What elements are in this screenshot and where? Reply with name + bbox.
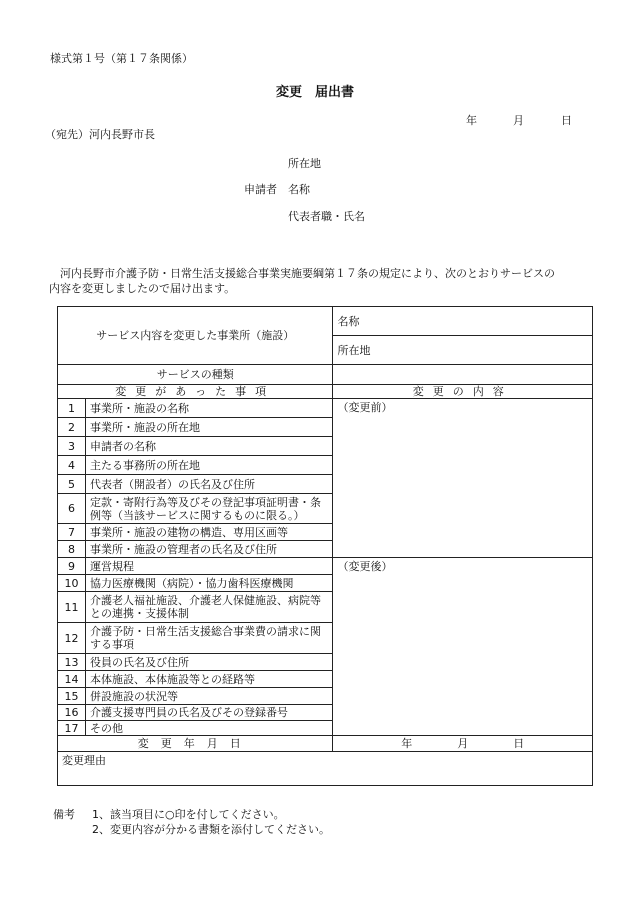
item-number: 2 — [58, 418, 86, 437]
service-type-label-cell — [58, 365, 333, 385]
change-before-label: （変更前） — [337, 401, 393, 414]
change-item-8[interactable]: 事業所・施設の管理者の氏名及び住所 — [85, 541, 333, 558]
item-number: 6 — [58, 494, 86, 524]
change-form-table — [57, 306, 593, 786]
remarks-label: 備考 — [53, 808, 75, 821]
change-item-5[interactable]: 代表者（開設者）の氏名及び住所 — [85, 475, 333, 494]
change-item-1[interactable]: 事業所・施設の名称 — [85, 399, 333, 418]
item-number: 4 — [58, 456, 86, 475]
item-number: 17 — [58, 721, 86, 736]
change-date-cell[interactable] — [333, 736, 593, 752]
facility-address-cell[interactable] — [333, 336, 593, 365]
item-number: 3 — [58, 437, 86, 456]
change-item-15[interactable]: 併設施設の状況等 — [85, 688, 333, 705]
change-item-13[interactable]: 役員の氏名及び住所 — [85, 654, 333, 671]
date-day: 日 — [561, 114, 572, 127]
change-item-12[interactable]: 介護予防・日常生活支援総合事業費の請求に関する事項 — [85, 623, 333, 654]
item-number: 11 — [58, 592, 86, 623]
change-content-header: 変更の内容 — [333, 385, 593, 399]
date-month: 月 — [513, 114, 524, 127]
item-number: 1 — [58, 399, 86, 418]
intro-text-line2: 内容を変更しましたので届け出ます。 — [49, 282, 236, 295]
facility-name-cell[interactable] — [333, 307, 593, 336]
changed-items-header: 変更があった事項 — [58, 385, 333, 399]
applicant-name-label: 名称 — [288, 183, 310, 196]
change-after-cell[interactable] — [333, 558, 593, 736]
item-number: 15 — [58, 688, 86, 705]
change-item-10[interactable]: 協力医療機関（病院）・協力歯科医療機関 — [85, 575, 333, 592]
change-date-year: 年 — [401, 737, 413, 750]
remarks-note-2: 2、変更内容が分かる書類を添付してください。 — [92, 823, 330, 836]
change-before-cell[interactable] — [333, 399, 593, 558]
change-item-3[interactable]: 申請者の名称 — [85, 437, 333, 456]
change-item-11[interactable]: 介護老人福祉施設、介護老人保健施設、病院等との連携・支援体制 — [85, 592, 333, 623]
addressee: （宛先）河内長野市長 — [45, 128, 155, 141]
item-number: 8 — [58, 541, 86, 558]
item-number: 12 — [58, 623, 86, 654]
change-date-month: 月 — [457, 737, 469, 750]
service-type-value-cell[interactable] — [333, 365, 593, 385]
intro-text-line1: 河内長野市介護予防・日常生活支援総合事業実施要綱第１７条の規定により、次のとおりサービスの — [60, 267, 555, 280]
change-date-day: 日 — [513, 737, 525, 750]
applicant-role-label: 申請者 — [244, 183, 277, 196]
item-number: 5 — [58, 475, 86, 494]
applicant-representative-label: 代表者職・氏名 — [288, 210, 365, 223]
change-after-label: （変更後） — [337, 560, 393, 573]
change-item-14[interactable]: 本体施設、本体施設等との経路等 — [85, 671, 333, 688]
change-item-9[interactable]: 運営規程 — [85, 558, 333, 575]
applicant-address-label: 所在地 — [288, 157, 321, 170]
facility-name-label: 名称 — [337, 314, 360, 328]
item-number: 9 — [58, 558, 86, 575]
item-number: 7 — [58, 524, 86, 541]
change-date-label: 変更年月日 — [58, 736, 333, 752]
remarks-note-1: 1、該当項目に○印を付してください。 — [92, 808, 285, 821]
change-reason-cell[interactable] — [58, 752, 593, 786]
document-title: 変更 届出書 — [276, 85, 355, 100]
change-item-17[interactable]: その他 — [85, 721, 333, 736]
form-number: 様式第１号（第１７条関係） — [50, 52, 193, 65]
change-item-16[interactable]: 介護支援専門員の氏名及びその登録番号 — [85, 705, 333, 721]
change-item-7[interactable]: 事業所・施設の建物の構造、専用区画等 — [85, 524, 333, 541]
change-reason-label: 変更理由 — [62, 754, 106, 767]
item-number: 13 — [58, 654, 86, 671]
facility-label: サービス内容を変更した事業所（施設） — [96, 329, 295, 342]
date-year: 年 — [466, 114, 477, 127]
change-item-2[interactable]: 事業所・施設の所在地 — [85, 418, 333, 437]
item-number: 10 — [58, 575, 86, 592]
item-number: 14 — [58, 671, 86, 688]
facility-address-label: 所在地 — [337, 343, 371, 357]
item-number: 16 — [58, 705, 86, 721]
service-type-label: サービスの種類 — [156, 368, 234, 381]
change-item-6[interactable]: 定款・寄附行為等及びその登記事項証明書・条例等（当該サービスに関するものに限る。） — [85, 494, 333, 524]
change-item-4[interactable]: 主たる事務所の所在地 — [85, 456, 333, 475]
facility-label-cell — [58, 307, 333, 365]
